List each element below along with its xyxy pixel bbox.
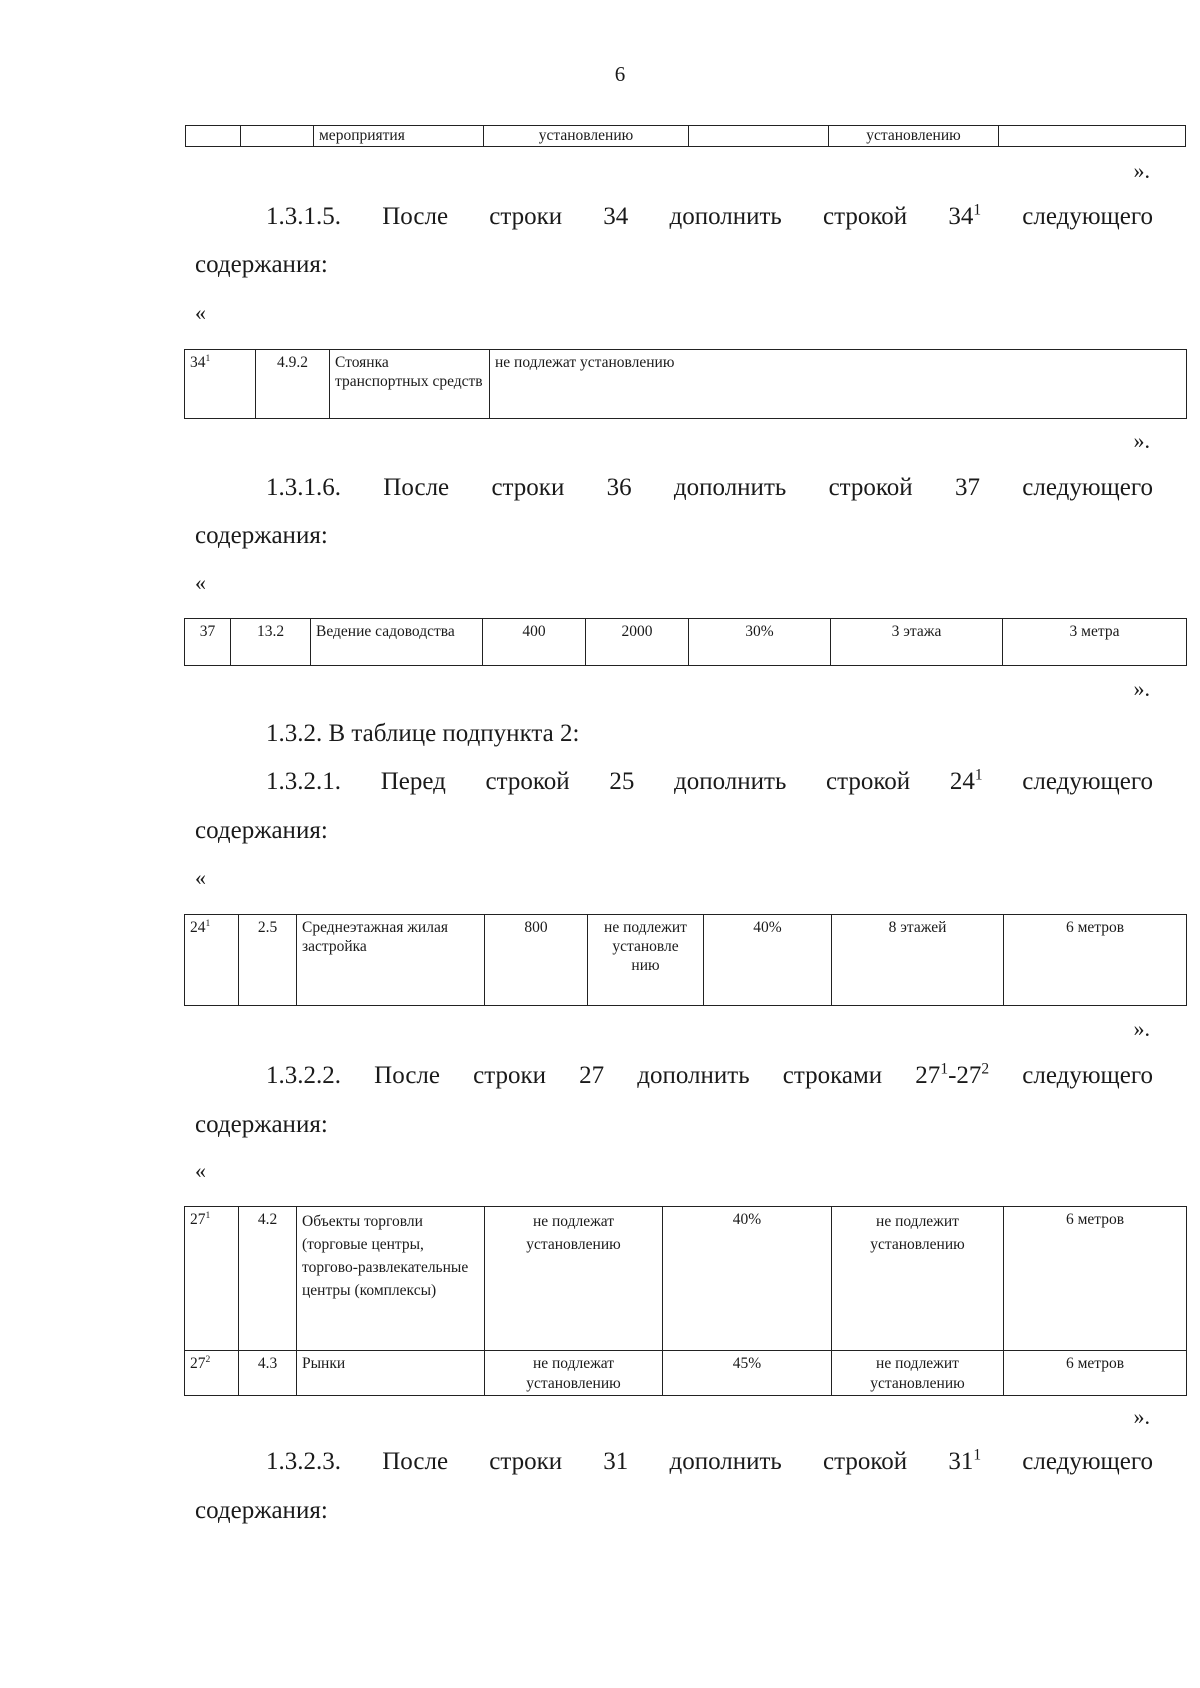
- section-continuation: содержания:: [195, 1497, 328, 1524]
- table-cell: [999, 126, 1186, 147]
- open-quote: «: [195, 1158, 206, 1183]
- table-row-24-1: [184, 914, 1187, 1006]
- row-params: не подлежат установлению: [490, 350, 1187, 419]
- section-continuation: содержания:: [195, 817, 328, 844]
- section-heading-1-3-1-6: 1.3.1.6. После строки 36 дополнить строкой 37 следующего: [266, 474, 1153, 501]
- row-coverage: 45%: [663, 1351, 832, 1396]
- table-cell: мероприятия: [314, 126, 484, 147]
- row-code: 4.2: [239, 1207, 297, 1351]
- row-name: Ведение садоводства: [311, 619, 483, 666]
- table-row: [186, 126, 1186, 147]
- close-quote: ».: [1133, 1404, 1150, 1429]
- row-floors: не подлежит установлению: [832, 1207, 1004, 1351]
- section-heading-1-3-2-3: 1.3.2.3. После строки 31 дополнить строкой $31^1$ следующего: [266, 1446, 1153, 1475]
- row-name: Рынки: [297, 1351, 485, 1396]
- table-row-37: [184, 618, 1187, 666]
- close-quote: ».: [1133, 158, 1150, 183]
- section-heading-1-3-2: 1.3.2. В таблице подпункта 2:: [266, 720, 580, 747]
- row-min-area: 400: [483, 619, 586, 666]
- row-number: $34^1$: [185, 350, 256, 419]
- row-floors: 3 этажа: [831, 619, 1003, 666]
- section-heading-1-3-2-2: 1.3.2.2. После строки 27 дополнить строками $27^1-27^2$ следующего: [266, 1060, 1154, 1089]
- section-continuation: содержания:: [195, 1111, 328, 1138]
- row-area: не подлежат установлению: [485, 1207, 663, 1351]
- row-code: 13.2: [231, 619, 311, 666]
- table-row: [185, 1207, 1187, 1351]
- row-setback: 6 метров: [1004, 1351, 1187, 1396]
- row-code: 2.5: [239, 915, 297, 1006]
- row-name: Стоянка транспортных средств: [330, 350, 490, 419]
- open-quote: «: [195, 570, 206, 595]
- table-row: [185, 1351, 1187, 1396]
- page-number: 6: [614, 62, 626, 86]
- open-quote: «: [195, 865, 206, 890]
- close-quote: ».: [1133, 676, 1150, 701]
- row-coverage: 30%: [689, 619, 831, 666]
- row-name: Среднеэтажная жилая застройка: [297, 915, 485, 1006]
- table-cell: [186, 126, 241, 147]
- row-number: $24^1$: [185, 915, 239, 1006]
- table-cell: [241, 126, 314, 147]
- row-max-area: не подлежит установле нию: [588, 915, 704, 1006]
- row-floors: 8 этажей: [832, 915, 1004, 1006]
- row-setback: 6 метров: [1004, 915, 1187, 1006]
- table-row: [185, 350, 1187, 419]
- table-rows-27: [184, 1206, 1187, 1396]
- table-row: [185, 915, 1187, 1006]
- section-continuation: содержания:: [195, 522, 328, 549]
- row-name: Объекты торговли (торговые центры, торгово-развлекательные центры (комплексы): [297, 1207, 485, 1351]
- table-cell: установлению: [829, 126, 999, 147]
- row-area: не подлежат установлению: [485, 1351, 663, 1396]
- section-heading-1-3-1-5: 1.3.1.5. После строки 34 дополнить строкой $34^1$ следующего: [266, 201, 1153, 230]
- close-quote: ».: [1133, 428, 1150, 453]
- row-number: $27^2$: [185, 1351, 239, 1396]
- table-cell: [689, 126, 829, 147]
- row-code: 4.3: [239, 1351, 297, 1396]
- row-floors: не подлежит установлению: [832, 1351, 1004, 1396]
- table-row-34-1: [184, 349, 1187, 419]
- row-code: 4.9.2: [256, 350, 330, 419]
- close-quote: ».: [1133, 1016, 1150, 1041]
- open-quote: «: [195, 300, 206, 325]
- row-setback: 3 метра: [1003, 619, 1187, 666]
- row-coverage: 40%: [704, 915, 832, 1006]
- row-max-area: 2000: [586, 619, 689, 666]
- top-table-fragment: [185, 125, 1186, 147]
- table-row: [185, 619, 1187, 666]
- section-continuation: содержания:: [195, 251, 328, 278]
- row-number: $27^1$: [185, 1207, 239, 1351]
- row-setback: 6 метров: [1004, 1207, 1187, 1351]
- row-coverage: 40%: [663, 1207, 832, 1351]
- row-number: 37: [185, 619, 231, 666]
- table-cell: установлению: [484, 126, 689, 147]
- section-heading-1-3-2-1: 1.3.2.1. Перед строкой 25 дополнить строкой $24^1$ следующего: [266, 766, 1153, 795]
- row-min-area: 800: [485, 915, 588, 1006]
